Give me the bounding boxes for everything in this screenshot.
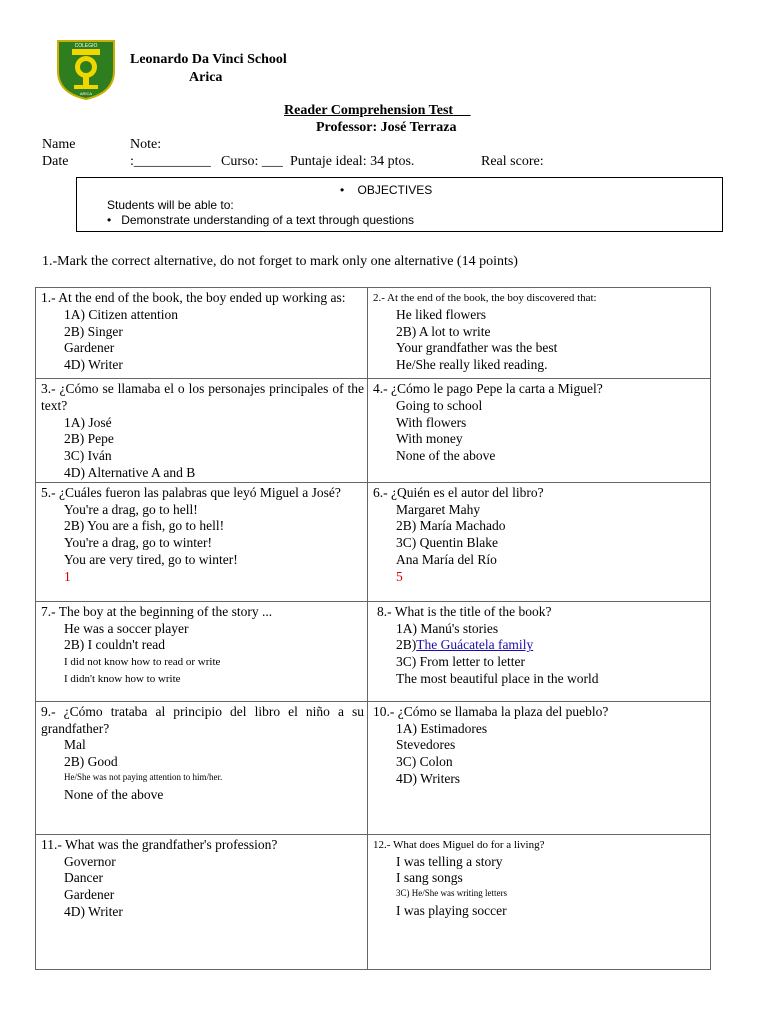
score-mark: 5 (396, 568, 403, 584)
question-cell-8 (368, 601, 711, 701)
answer-option[interactable]: 4D) Alternative A and B (64, 464, 196, 480)
answer-option[interactable]: 3C) From letter to letter (396, 654, 525, 670)
answer-option[interactable]: 1A) Citizen attention (64, 306, 178, 322)
answer-option[interactable]: He liked flowers (396, 306, 486, 322)
answer-option[interactable]: None of the above (396, 448, 496, 464)
answer-option[interactable]: 1A) Manú's stories (396, 620, 499, 636)
answer-option[interactable]: 4D) Writer (64, 903, 123, 919)
question-cell-10 (368, 701, 711, 834)
question-text: 10.- ¿Cómo se llamaba la plaza del pueblo? (373, 703, 609, 719)
answer-option[interactable]: You're a drag, go to hell! (64, 501, 198, 517)
answer-option[interactable]: I was telling a story (396, 853, 503, 869)
answer-option[interactable]: 3C) He/She was writing letters (396, 888, 507, 899)
question-text: 6.- ¿Quién es el autor del libro? (373, 484, 544, 500)
answer-option[interactable]: Stevedores (396, 737, 456, 753)
objectives-heading-text: OBJECTIVES (357, 183, 433, 197)
answer-option[interactable]: The most beautiful place in the world (396, 670, 599, 686)
answer-option[interactable]: Ana María del Río (396, 551, 497, 567)
question-cell-1 (36, 288, 368, 379)
question-text: 12.- What does Miguel do for a living? (373, 838, 545, 851)
answer-option[interactable]: Dancer (64, 870, 103, 886)
answer-option[interactable]: Gardener (64, 887, 115, 903)
question-cell-9 (36, 701, 368, 834)
answer-option[interactable]: With money (396, 431, 463, 447)
question-text: 2.- At the end of the book, the boy discovered that: (373, 292, 597, 304)
answer-option[interactable]: 1A) Estimadores (396, 720, 488, 736)
question-cell-3 (36, 379, 368, 483)
answer-option[interactable]: I was playing soccer (396, 903, 507, 919)
question-text: 1.- At the end of the book, the boy ended up working as: (41, 290, 346, 305)
answer-option[interactable]: None of the above (64, 786, 164, 802)
objectives-line2: • Demonstrate understanding of a text through questions (107, 213, 415, 227)
question-cell-7 (36, 601, 368, 701)
date-label: Date (42, 154, 69, 169)
answer-prefix: 2B) (396, 637, 417, 653)
answer-option[interactable]: Gardener (64, 340, 115, 356)
date-blank[interactable]: :___________ (130, 154, 211, 169)
answer-option[interactable]: 2B) I couldn't read (64, 637, 166, 653)
objectives-line2-text: Demonstrate understanding of a text through questions (121, 213, 415, 227)
school-name: Leonardo Da Vinci School (130, 52, 287, 67)
curso-label: Curso: ___ (221, 154, 283, 169)
answer-option[interactable]: 3C) Iván (64, 448, 112, 464)
question-text: 8.- What is the title of the book? (377, 603, 552, 619)
answer-option[interactable]: He was a soccer player (64, 620, 189, 636)
answer-option[interactable]: 2B) You are a fish, go to hell! (64, 518, 225, 534)
answer-option[interactable]: Going to school (396, 397, 483, 413)
objectives-line1: Students will be able to: (107, 198, 234, 212)
answer-option[interactable]: I did not know how to read or write (64, 656, 221, 669)
answer-option[interactable]: 3C) Quentin Blake (396, 535, 498, 551)
professor-name: Professor: José Terraza (316, 120, 457, 135)
objectives-box (76, 177, 723, 232)
answer-option[interactable]: 2B) A lot to write (396, 323, 491, 339)
test-title-text: Reader Comprehension Test (284, 103, 454, 118)
answer-option[interactable]: With flowers (396, 414, 467, 430)
question-cell-6 (368, 482, 711, 601)
test-title (284, 103, 471, 119)
question-cell-2 (368, 288, 711, 379)
question-text: 3.- ¿Cómo se llamaba el o los personajes principales of the text? (41, 381, 364, 413)
answer-option[interactable]: You're a drag, go to winter! (64, 535, 213, 551)
answer-option[interactable]: Mal (64, 737, 86, 753)
questions-table (35, 287, 711, 970)
question-text: 9.- ¿Cómo trataba al principio del libro el niño a su grandfather? (41, 703, 364, 736)
real-score-label: Real score: (481, 154, 544, 169)
answer-option[interactable]: He/She was not paying attention to him/her. (64, 771, 223, 782)
answer-option[interactable]: I didn't know how to write (64, 672, 181, 685)
name-label: Name (42, 137, 76, 152)
answer-option[interactable]: You are very tired, go to winter! (64, 551, 238, 567)
instruction-text: 1.-Mark the correct alternative, do not forget to mark only one alternative (14 points) (42, 254, 518, 269)
book-title-link[interactable]: The Guácatela family (416, 637, 534, 653)
answer-option[interactable]: 2B) Singer (64, 323, 123, 339)
question-text: 7.- The boy at the beginning of the story ... (41, 603, 273, 619)
answer-option[interactable]: Margaret Mahy (396, 501, 481, 517)
question-cell-12 (368, 834, 711, 969)
question-text: 11.- What was the grandfather's profession? (41, 836, 278, 852)
answer-option[interactable]: 4D) Writers (396, 770, 461, 786)
question-cell-11 (36, 834, 368, 969)
answer-option[interactable]: Your grandfather was the best (396, 340, 558, 356)
answer-option[interactable]: 3C) Colon (396, 754, 453, 770)
answer-option[interactable]: 2B) Pepe (64, 431, 114, 447)
note-label: Note: (130, 137, 162, 152)
answer-option[interactable]: 1A) José (64, 414, 112, 430)
score-mark: 1 (64, 568, 71, 584)
question-cell-5 (36, 482, 368, 601)
puntaje-ideal: Puntaje ideal: 34 ptos. (290, 154, 415, 169)
answer-option[interactable]: 2B) Good (64, 754, 118, 770)
school-city: Arica (189, 70, 223, 85)
logo-text-top: COLEGIO (74, 43, 98, 49)
logo-text-bottom: ARICA (79, 91, 93, 96)
school-logo (54, 37, 118, 101)
objectives-heading: • OBJECTIVES (340, 183, 433, 197)
answer-option[interactable]: 2B) María Machado (396, 518, 506, 534)
answer-option[interactable]: 4D) Writer (64, 357, 123, 373)
question-cell-4 (368, 379, 711, 483)
answer-option[interactable]: Governor (64, 853, 116, 869)
question-text: 4.- ¿Cómo le pago Pepe la carta a Miguel? (373, 381, 603, 396)
question-text: 5.- ¿Cuáles fueron las palabras que leyó Miguel a José? (41, 484, 341, 500)
answer-option[interactable]: He/She really liked reading. (396, 357, 548, 373)
answer-option[interactable] (373, 637, 707, 654)
answer-option[interactable]: I sang songs (396, 870, 463, 886)
